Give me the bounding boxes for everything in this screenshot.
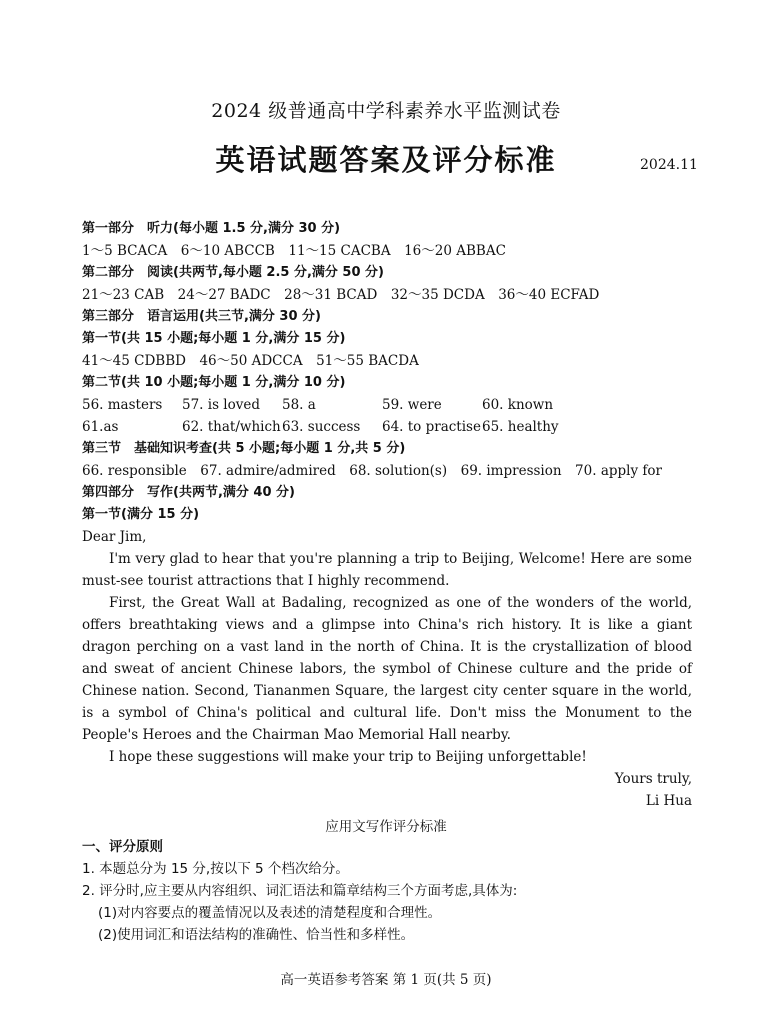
letter-paragraph-3: I hope these suggestions will make your trip to Beijing unforgettable! (109, 749, 587, 765)
part3-heading: 第三部分 语言运用(共三节,满分 30 分) (82, 309, 321, 324)
letter-signature: Li Hua (645, 793, 692, 809)
answer-60: 60. known (482, 397, 554, 413)
part3-sec2-heading: 第二节(共 10 小题;每小题 1 分,满分 10 分) (82, 375, 346, 390)
criteria-rule-2: 2. 评分时,应主要从内容组织、词汇语法和篇章结构三个方面考虑,具体为: (82, 883, 518, 899)
part1-answers: 1～5 BCACA 6～10 ABCCB 11～15 CACBA 16～20 ABBAC (82, 243, 506, 259)
criteria-rule-2a: (1)对内容要点的覆盖情况以及表述的清楚程度和合理性。 (98, 905, 442, 921)
answer-63: 63. success (282, 419, 361, 435)
answer-64: 64. to practise (382, 419, 481, 435)
answer-56: 56. masters (82, 397, 163, 413)
answer-58: 58. a (282, 397, 316, 413)
answer-62: 62. that/which (182, 419, 281, 435)
letter-paragraph-1: I'm very glad to hear that you're planning a trip to Beijing, Welcome! Here are some must-see tourist attractions that I highly recommend. (82, 551, 692, 589)
part4-heading: 第四部分 写作(共两节,满分 40 分) (82, 485, 295, 500)
criteria-heading-1: 一、评分原则 (82, 839, 163, 855)
letter-greeting: Dear Jim, (82, 529, 147, 545)
page-footer: 高一英语参考答案 第 1 页(共 5 页) (280, 972, 492, 988)
document-title: 英语试题答案及评分标准 (215, 143, 557, 177)
part1-heading: 第一部分 听力(每小题 1.5 分,满分 30 分) (82, 221, 341, 236)
part3-sec1-answers: 41～45 CDBBD 46～50 ADCCA 51～55 BACDA (82, 353, 419, 369)
exam-series-title: 2024 级普通高中学科素养水平监测试卷 (211, 100, 561, 122)
part3-sec1-heading: 第一节(共 15 小题;每小题 1 分,满分 15 分) (82, 331, 346, 346)
answer-57: 57. is loved (182, 397, 261, 413)
criteria-rules (82, 836, 702, 946)
part3-sec2-row1 (82, 394, 692, 416)
letter-paragraph-2: First, the Great Wall at Badaling, recognized as one of the wonders of the world, offers breathtaking views and a glimpse into China's rich history. It is like a giant dragon perching on a vast land in the north of China. It is the crystallization of blood and sweat of ancient Chinese labors, the symbol of Chinese culture and the pride of Chinese nation. Second, Tiananmen Square, the largest city center square in the world, is a symbol of China's political and cultural life. Don't miss the Monument to the People's Heroes and the Chairman Mao Memorial Hall nearby. (82, 595, 692, 743)
answer-61: 61.as (82, 419, 119, 435)
letter-closing: Yours truly, (614, 771, 692, 787)
part3-sec3-answers: 66. responsible 67. admire/admired 68. solution(s) 69. impression 70. apply for (82, 463, 662, 479)
part4-sec1-heading: 第一节(满分 15 分) (82, 507, 200, 522)
criteria-rule-1: 1. 本题总分为 15 分,按以下 5 个档次给分。 (82, 861, 349, 877)
answer-body (82, 218, 692, 812)
criteria-rule-2b: (2)使用词汇和语法结构的准确性、恰当性和多样性。 (98, 927, 415, 943)
part2-heading: 第二部分 阅读(共两节,每小题 2.5 分,满分 50 分) (82, 265, 384, 280)
part3-sec3-heading: 第三节 基础知识考查(共 5 小题;每小题 1 分,共 5 分) (82, 441, 406, 456)
document-date: 2024.11 (640, 157, 698, 173)
criteria-title: 应用文写作评分标准 (325, 819, 447, 835)
part3-sec2-row2 (82, 416, 692, 438)
part2-answers: 21～23 CAB 24～27 BADC 28～31 BCAD 32～35 DCDA 36～40 ECFAD (82, 287, 600, 303)
answer-65: 65. healthy (482, 419, 559, 435)
answer-59: 59. were (382, 397, 442, 413)
